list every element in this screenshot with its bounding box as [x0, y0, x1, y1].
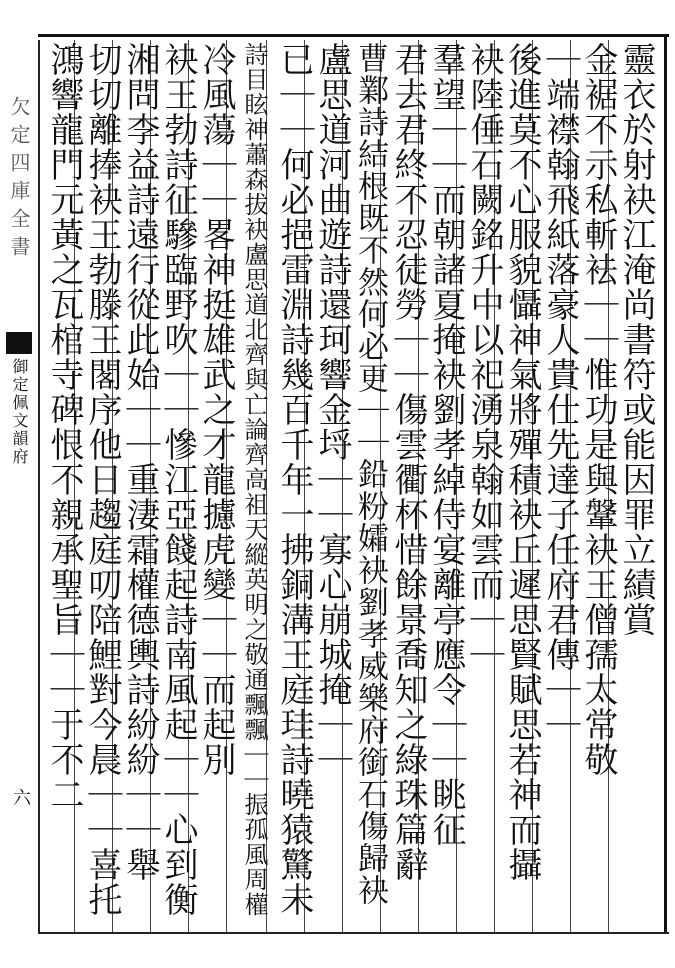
text-column-13: 袂王勃詩征驂臨野吹｜｜慘江亞餞起詩南風起｜｜心到衡 — [158, 42, 198, 917]
fishtail-mark — [6, 332, 32, 354]
text-column-6: 羣望｜｜而朝諸夏掩袂劉孝綽侍宴離亭應令｜｜眺征 — [426, 42, 466, 847]
frame-right-border — [664, 34, 667, 932]
margin-title-fragment: 欠定四庫全書 — [7, 96, 31, 264]
text-column-16: 鴻響龍門元黃之瓦棺寺碑恨不親承聖旨｜｜于不二 — [44, 42, 84, 812]
margin-book-title: 御定佩文韻府 — [10, 358, 29, 466]
text-column-8: 曹鄴詩結根既不然何必更｜｜鉛粉孀袂劉孝威樂府銜石傷歸袂 — [352, 42, 388, 906]
text-column-14: 湘問李益詩遠行從此始｜｜重淒霜權德輿詩紛紛｜｜舉 — [120, 42, 160, 882]
frame-top-border — [38, 34, 669, 37]
text-column-15: 切切離捧袂王勃滕王閣序他日趨庭叨陪鯉對今晨｜｜喜托 — [82, 42, 122, 917]
text-column-11: 詩目眩神蕭森拔袂盧思道北齊與亡論齊高祖天縱英明之敬通飄飄｜｜振孤風周權 — [240, 42, 268, 917]
text-column-2: 金裾不示私斬袪｜｜惟功是與鞶袂王僧孺太常敬 — [578, 42, 618, 777]
text-column-10: 已｜｜何必挹雷淵詩幾百千年一拂銅溝王庭珪詩曉猿驚未 — [274, 42, 314, 917]
text-column-5: 袂陸倕石闕銘升中以祀湧泉翰如雲而｜｜ — [464, 42, 504, 672]
page-margin-band — [0, 40, 40, 932]
text-column-9: 盧思道河曲遊詩還珂響金埒｜｜寡心崩城掩｜｜ — [312, 42, 352, 777]
text-column-4: 後進莫不心服貌懾神氣將殫積袂丘遲思賢賦思若神而攝 — [502, 42, 542, 882]
text-column-3: ｜端襟翰飛紙落豪人貴仕先達子任府君傳｜｜ — [540, 42, 580, 742]
text-column-1: 靈衣於射袂江淹尚書符或能因罪立績賞 — [616, 42, 656, 637]
text-column-7: 君去君終不忍徒勞｜｜傷雲衢杯惜餘景喬知之綠珠篇辭 — [388, 42, 428, 882]
margin-page-number: 六 — [10, 788, 31, 806]
frame-bottom-border — [38, 932, 669, 934]
text-column-12: 冷風蕩｜｜畧神挺雄武之才龍攄虎變｜｜而起別 — [196, 42, 236, 777]
